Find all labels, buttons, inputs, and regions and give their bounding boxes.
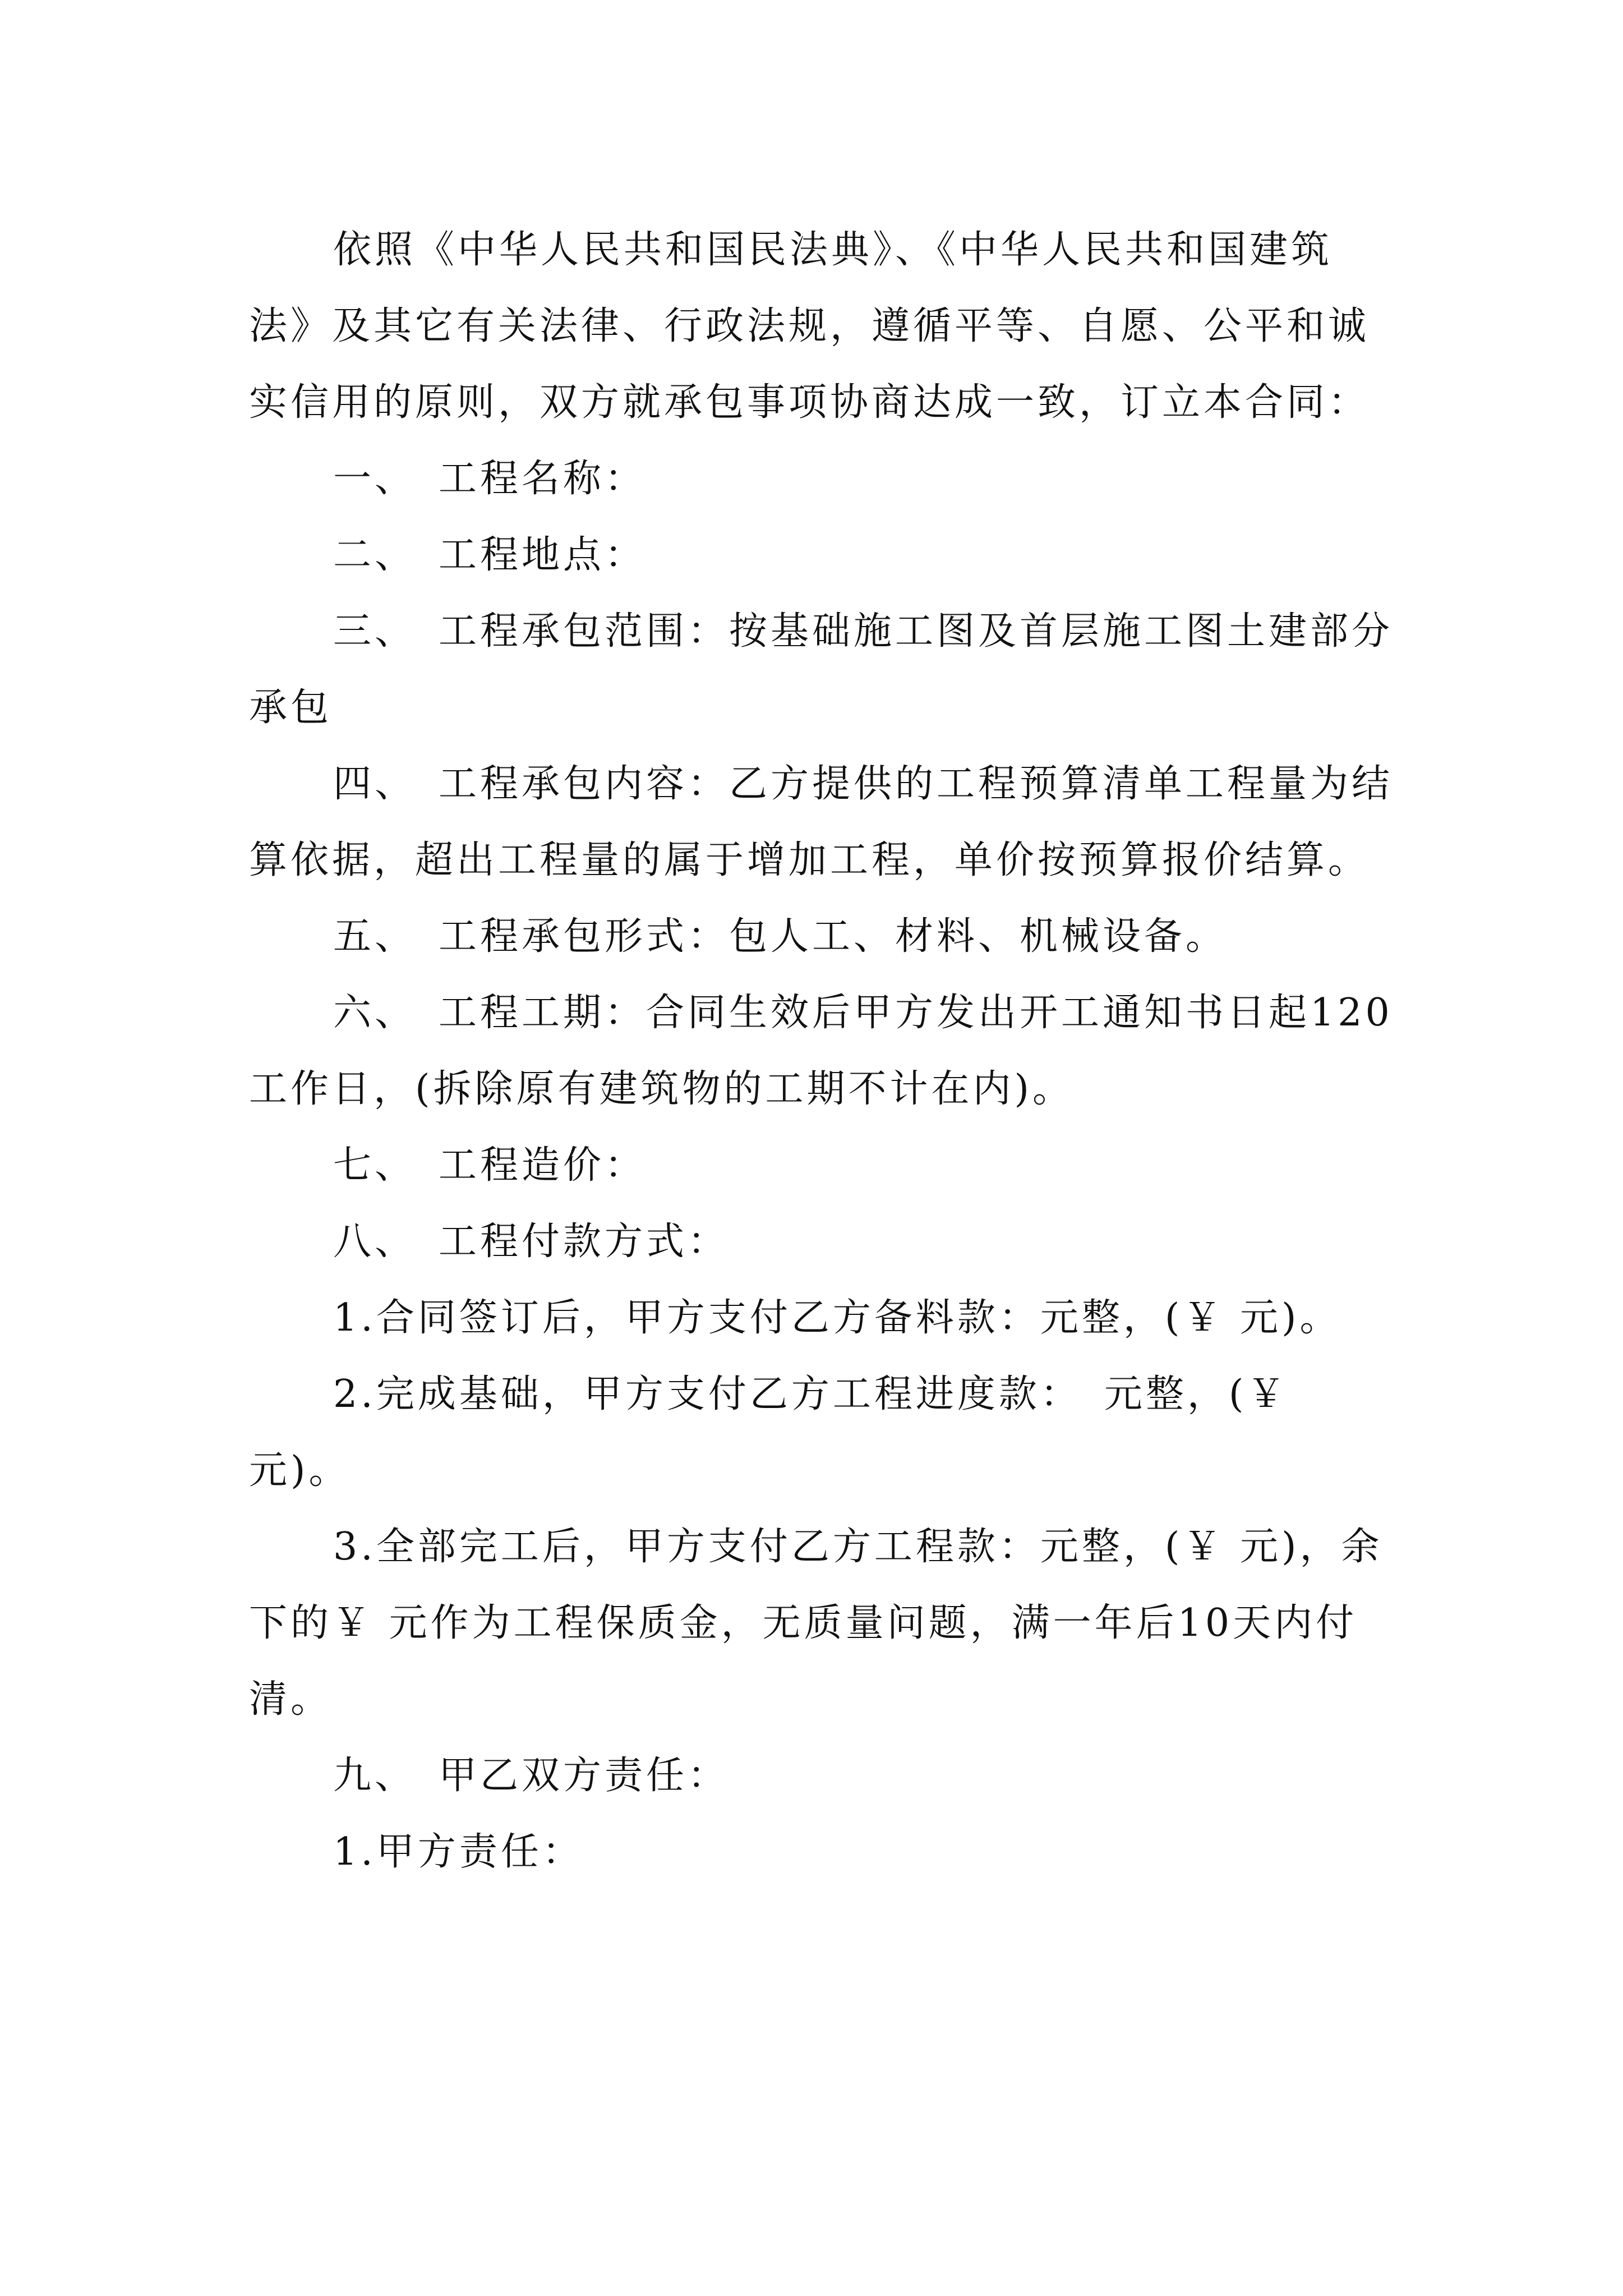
clause-contract-content: 四、 工程承包内容：乙方提供的工程预算清单工程量为结算依据，超出工程量的属于增加工程，单价按预算报价结算。 xyxy=(249,762,1394,882)
party-a-responsibility: 1.甲方责任： xyxy=(333,1830,584,1874)
clause-payment-method: 八、 工程付款方式： xyxy=(333,1220,730,1264)
clause-party-responsibilities: 九、 甲乙双方责任： xyxy=(333,1754,730,1798)
payment-item-3: 3.全部完工后，甲方支付乙方工程款：元整，(￥ 元)，余下的￥ 元作为工程保质金，无质量问题，满一年后10天内付清。 xyxy=(249,1525,1383,1722)
payment-item-1: 1.合同签订后，甲方支付乙方备料款：元整，(￥ 元)。 xyxy=(333,1296,1341,1340)
clause-construction-period: 六、 工程工期：合同生效后甲方发出开工通知书日起120工作日，(拆除原有建筑物的工期不计在内)。 xyxy=(249,991,1393,1111)
clause-contract-form: 五、 工程承包形式：包人工、材料、机械设备。 xyxy=(333,914,1228,959)
clause-project-cost: 七、 工程造价： xyxy=(333,1143,647,1188)
payment-item-2: 2.完成基础，甲方支付乙方工程进度款： 元整，(￥ 元)。 xyxy=(249,1372,1289,1493)
contract-body xyxy=(249,212,1393,1890)
intro-paragraph: 依照《中华人民共和国民法典》、《中华人民共和国建筑法》及其它有关法律、行政法规，遵循平等、自愿、公平和诚实信用的原则，双方就承包事项协商达成一致，订立本合同： xyxy=(249,228,1370,425)
clause-contract-scope: 三、 工程承包范围：按基础施工图及首层施工图土建部分承包 xyxy=(249,609,1394,730)
clause-project-location: 二、 工程地点： xyxy=(333,533,647,577)
clause-project-name: 一、 工程名称： xyxy=(333,457,647,501)
